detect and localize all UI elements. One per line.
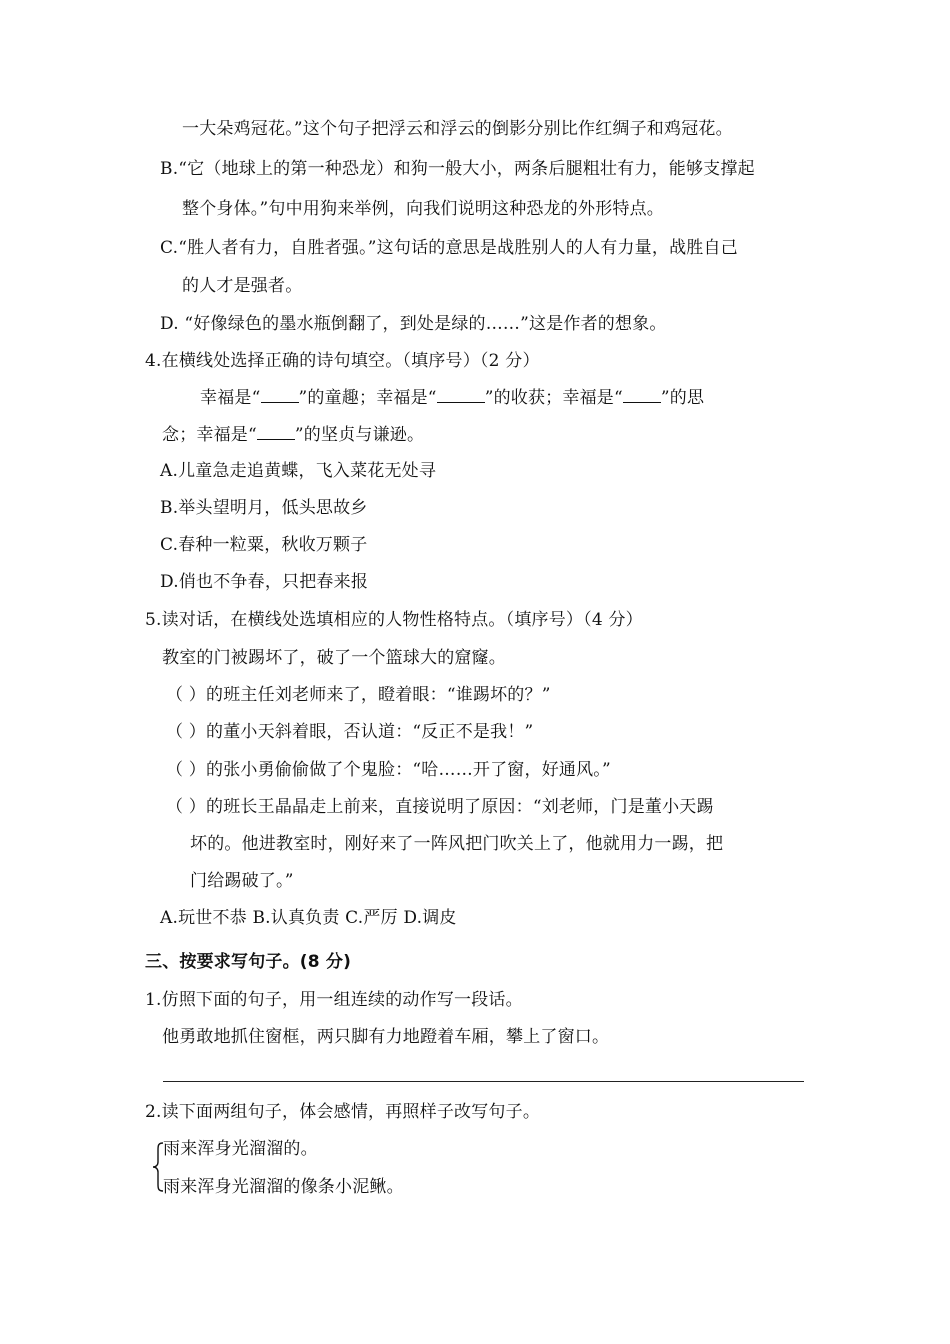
answer-paren-1[interactable]: （ ） (166, 685, 207, 705)
fill-blank-1[interactable] (261, 387, 299, 403)
answer-paren-2[interactable]: （ ） (166, 722, 207, 742)
q3-option-d: D. “好像绿色的墨水瓶倒翻了，到处是绿的……”这是作者的想象。 (160, 314, 667, 334)
q4-paragraph-line1 (200, 387, 704, 409)
q4-option-c: C.春种一粒粟，秋收万颗子 (160, 535, 368, 555)
answer-writing-line[interactable] (163, 1081, 804, 1082)
q4-paragraph-line2 (162, 424, 424, 446)
q4-option-d: D.俏也不争春，只把春来报 (160, 572, 369, 592)
section3-q2-sentence2: 雨来浑身光溜溜的像条小泥鳅。 (163, 1177, 404, 1197)
section3-heading: 三、按要求写句子。(8 分) (145, 952, 352, 972)
q3-option-b-line1: B.“它（地球上的第一种恐龙）和狗一般大小，两条后腿粗壮有力，能够支撑起 (160, 159, 755, 179)
q5-intro: 教室的门被踢坏了，破了一个篮球大的窟窿。 (162, 648, 506, 668)
q4-text-segment: 念；幸福是“ (162, 425, 257, 445)
q5-dialogue-text: 的董小天斜着眼，否认道：“反正不是我！” (206, 722, 534, 742)
fill-blank-3[interactable] (623, 387, 661, 403)
q3-option-c-line1: C.“胜人者有力，自胜者强。”这句话的意思是战胜别人的人有力量，战胜自己 (160, 238, 738, 258)
q5-dialogue-text: 的班主任刘老师来了，瞪着眼：“谁踢坏的？” (206, 685, 551, 705)
answer-paren-3[interactable]: （ ） (166, 760, 207, 780)
section3-q1-example: 他勇敢地抓住窗框，两只脚有力地蹬着车厢，攀上了窗口。 (162, 1027, 610, 1047)
q3-option-c-line2: 的人才是强者。 (182, 276, 303, 296)
q4-text-segment: ”的思 (660, 388, 705, 408)
answer-paren-4[interactable]: （ ） (166, 797, 207, 817)
q5-dialogue-text: 的张小勇偷偷做了个鬼脸：“哈……开了窗，好通风。” (206, 760, 611, 780)
q5-options: A.玩世不恭 B.认真负责 C.严厉 D.调皮 (160, 908, 457, 928)
q4-option-b: B.举头望明月，低头思故乡 (160, 498, 368, 518)
fill-blank-2[interactable] (437, 387, 485, 403)
q4-text-segment: ”的童趣；幸福是“ (298, 388, 437, 408)
q4-text-segment: ”的坚贞与谦逊。 (294, 425, 425, 445)
fill-blank-4[interactable] (257, 424, 295, 440)
q4-stem: 4.在横线处选择正确的诗句填空。（填序号）（2 分） (145, 351, 540, 371)
section3-q2-sentence1: 雨来浑身光溜溜的。 (163, 1139, 318, 1159)
q4-text-segment: 幸福是“ (200, 388, 261, 408)
q4-option-a: A.儿童急走追黄蝶，飞入菜花无处寻 (160, 461, 437, 481)
q5-dialogue-line3 (166, 759, 611, 781)
q5-dialogue-line1 (166, 684, 551, 706)
q4-text-segment: ”的收获；幸福是“ (484, 388, 623, 408)
q5-stem: 5.读对话，在横线处选填相应的人物性格特点。（填序号）（4 分） (145, 610, 643, 630)
q5-dialogue-line2 (166, 721, 533, 743)
q3-option-a-continuation: 一大朵鸡冠花。”这个句子把浮云和浮云的倒影分别比作红绸子和鸡冠花。 (182, 119, 733, 139)
section3-q2-stem: 2.读下面两组句子，体会感情，再照样子改写句子。 (145, 1102, 541, 1122)
q5-dialogue-line4-cont1: 坏的。他进教室时，刚好来了一阵风把门吹关上了，他就用力一踢，把 (190, 834, 724, 854)
q5-dialogue-text: 的班长王晶晶走上前来，直接说明了原因：“刘老师，门是董小天踢 (206, 797, 714, 817)
section3-q1-stem: 1.仿照下面的句子，用一组连续的动作写一段话。 (145, 990, 523, 1010)
q5-dialogue-line4 (166, 796, 714, 818)
q3-option-b-line2: 整个身体。”句中用狗来举例，向我们说明这种恐龙的外形特点。 (182, 199, 664, 219)
q5-dialogue-line4-cont2: 门给踢破了。” (190, 871, 294, 891)
